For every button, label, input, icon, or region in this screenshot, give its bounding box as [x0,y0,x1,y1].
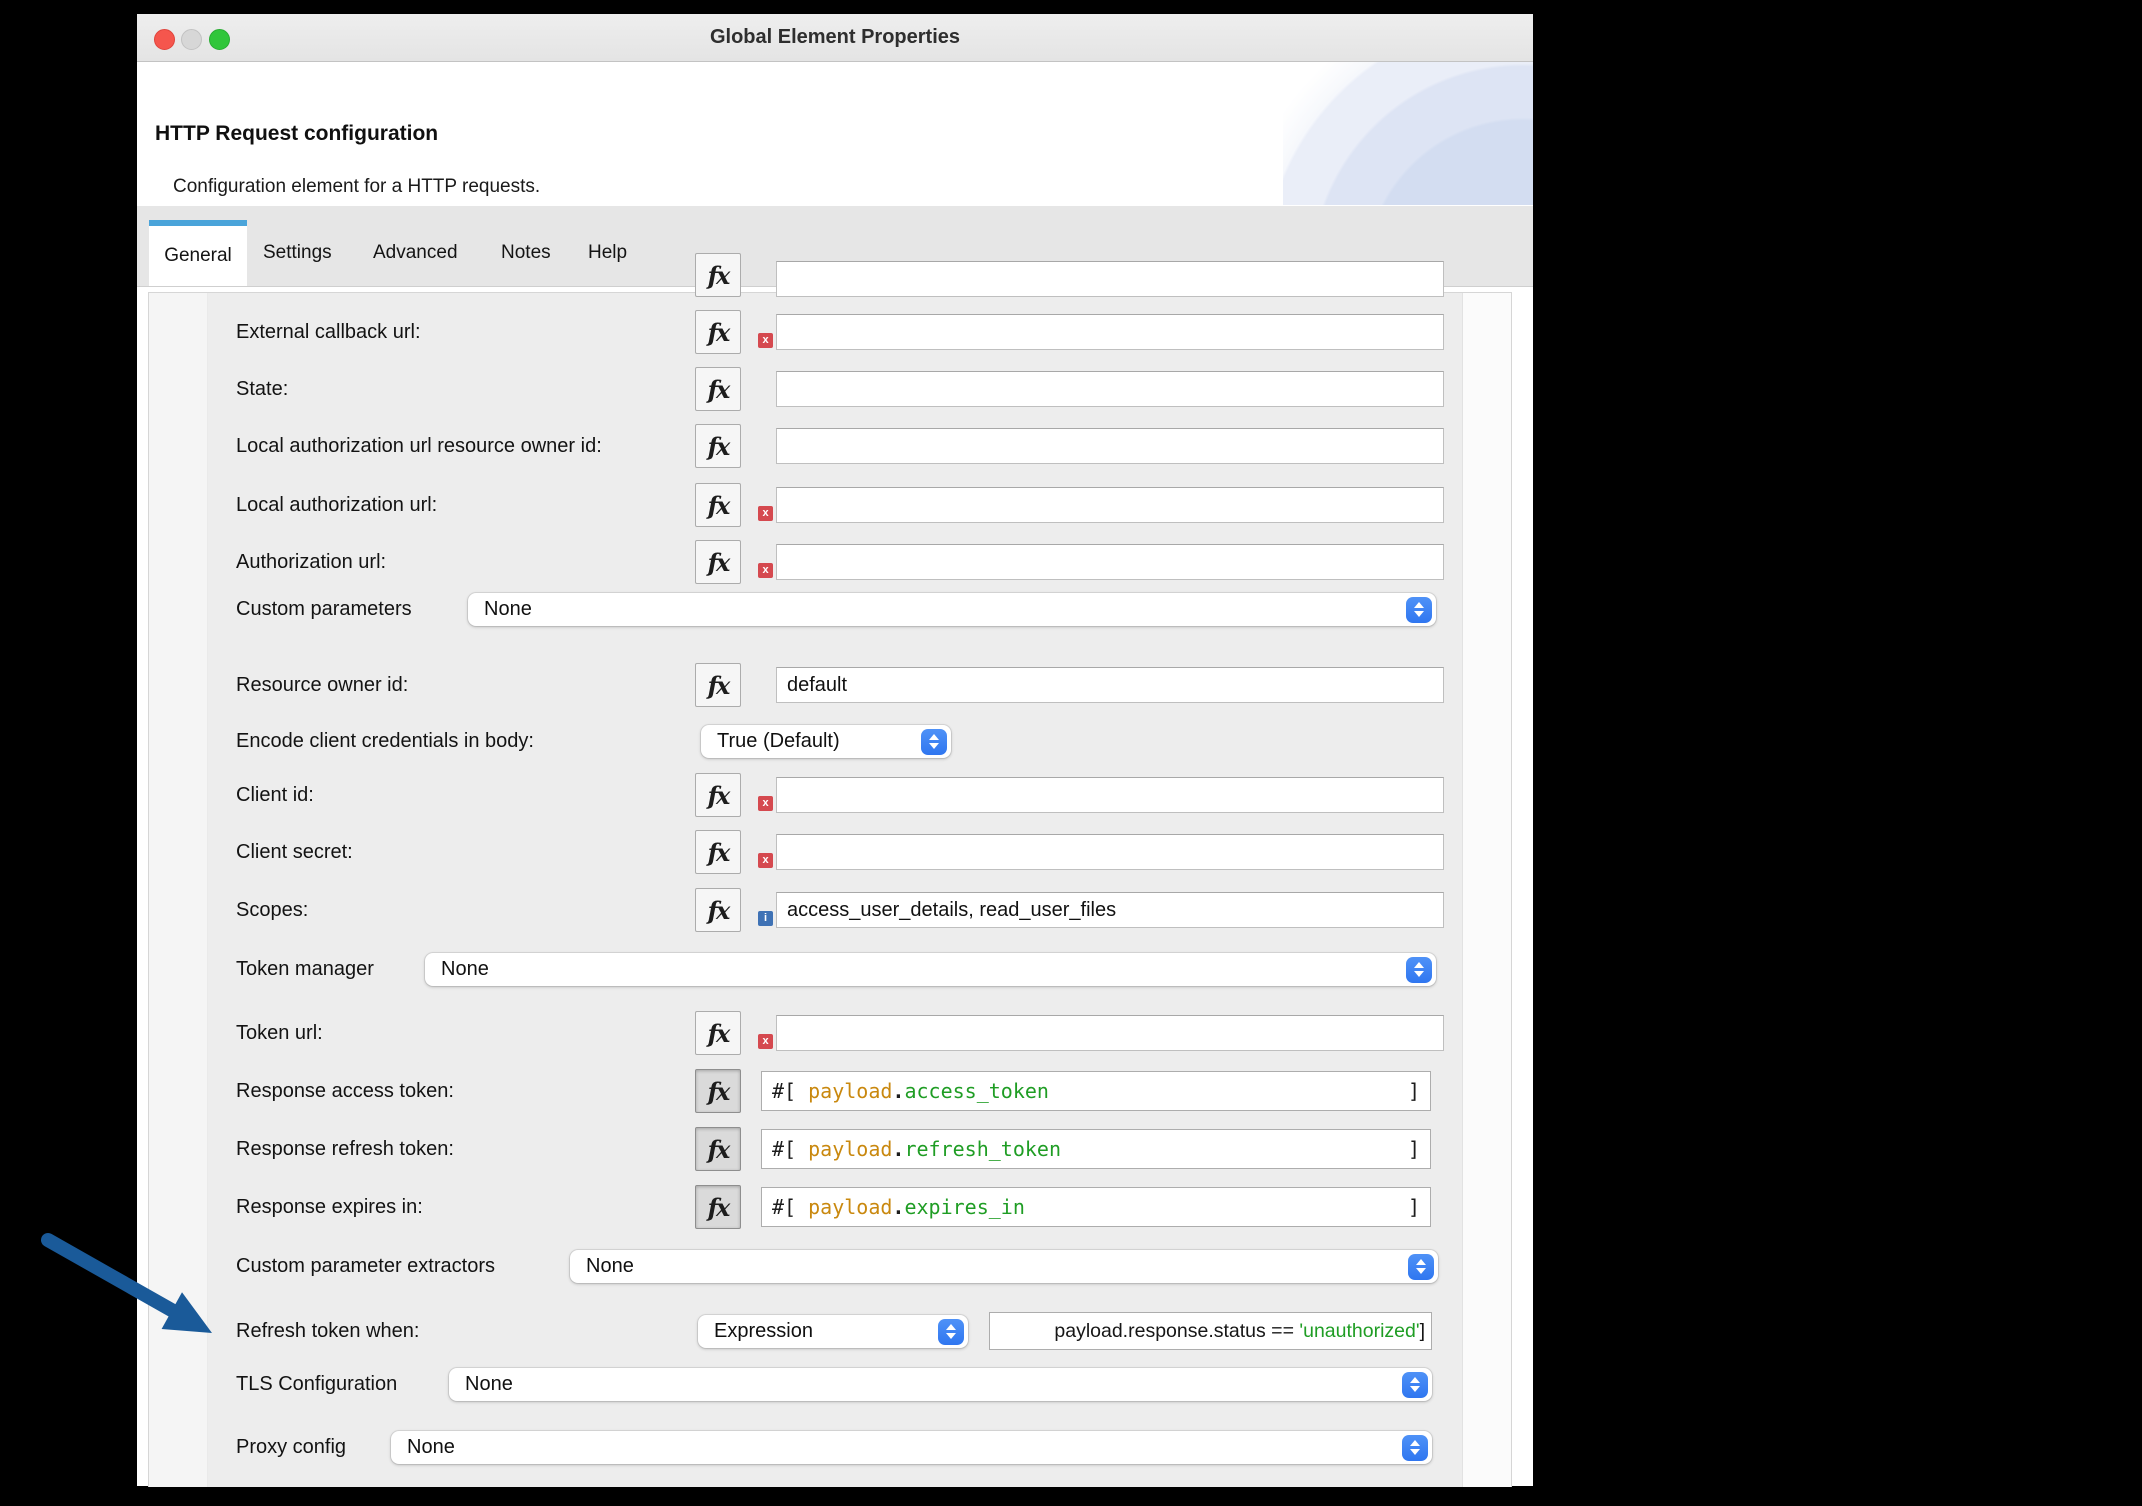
local-auth-url-resource-owner-id-input[interactable] [776,428,1444,464]
authorization-url-input[interactable] [776,544,1444,580]
field-label: Response access token: [236,1080,454,1102]
tab-notes[interactable]: Notes [501,242,551,263]
field-label: Refresh token when: [236,1320,420,1342]
tab-advanced[interactable]: Advanced [373,242,458,263]
custom-parameter-extractors-select[interactable]: None [570,1250,1438,1283]
tls-configuration-select[interactable]: None [449,1368,1432,1401]
dialog-header [137,62,1533,207]
state-input[interactable] [776,371,1444,407]
select-chevrons-icon [938,1319,964,1345]
proxy-config-select[interactable]: None [391,1431,1432,1464]
resource-owner-id-input[interactable]: default [776,667,1444,703]
fx-expression-button[interactable]: fx [695,424,741,468]
custom-parameters-select[interactable]: None [468,593,1436,626]
field-label: Custom parameter extractors [236,1255,495,1277]
fx-expression-button[interactable]: fx [695,830,741,874]
field-label: Encode client credentials in body: [236,730,534,752]
field-label: Resource owner id: [236,674,409,696]
field-label: External callback url: [236,321,421,343]
select-chevrons-icon [1402,1435,1428,1461]
decorative-corner-graphic [1283,62,1533,205]
fx-expression-button[interactable]: fx [695,1127,741,1171]
fx-expression-button[interactable]: fx [695,773,741,817]
tab-general[interactable]: General [149,220,247,286]
token-manager-select[interactable]: None [425,953,1436,986]
scopes-input[interactable]: access_user_details, read_user_files [776,892,1444,928]
select-chevrons-icon [1402,1372,1428,1398]
error-badge-icon: x [758,1034,773,1049]
field-label: Proxy config [236,1436,347,1458]
fx-expression-button[interactable]: fx [695,540,741,584]
field-label: Authorization url: [236,551,387,573]
fx-expression-button[interactable]: fx [695,253,741,297]
field-label: TLS Configuration [236,1373,398,1395]
field-label: Token url: [236,1022,323,1044]
field-label: State: [236,378,289,400]
page-title: HTTP Request configuration [155,122,439,145]
clipped-text-input[interactable] [776,261,1444,297]
refresh-token-when-select[interactable]: Expression [698,1315,968,1348]
field-label: Response refresh token: [236,1138,454,1160]
fx-expression-button[interactable]: fx [695,663,741,707]
vertical-scrollbar[interactable] [1462,293,1511,1487]
page-subtitle: Configuration element for a HTTP requests. [173,176,541,197]
field-label: Local authorization url resource owner id: [236,435,602,457]
error-badge-icon: x [758,796,773,811]
global-element-properties-dialog [137,14,1533,1486]
select-chevrons-icon [1406,597,1432,623]
select-chevrons-icon [1406,957,1432,983]
response-access-token-input[interactable]: #[ payload . access_token ] [761,1071,1431,1111]
error-badge-icon: x [758,333,773,348]
token-url-input[interactable] [776,1015,1444,1051]
fx-expression-button[interactable]: fx [695,1185,741,1229]
fx-expression-button[interactable]: fx [695,310,741,354]
field-label: Scopes: [236,899,309,921]
client-id-input[interactable] [776,777,1444,813]
fx-expression-button[interactable]: fx [695,1069,741,1113]
error-badge-icon: x [758,563,773,578]
info-badge-icon: i [758,911,773,926]
tab-settings[interactable]: Settings [263,242,332,263]
refresh-token-when-expression-input[interactable]: payload.response.status == 'unauthorized' ] [989,1312,1432,1350]
error-badge-icon: x [758,506,773,521]
titlebar[interactable] [137,14,1533,62]
error-badge-icon: x [758,853,773,868]
tab-help[interactable]: Help [588,242,628,263]
form-panel [148,260,1512,1487]
fx-expression-button[interactable]: fx [695,888,741,932]
response-refresh-token-input[interactable]: #[ payload . refresh_token ] [761,1129,1431,1169]
fx-expression-button[interactable]: fx [695,1011,741,1055]
panel-left-gutter [149,293,208,1487]
fx-expression-button[interactable]: fx [695,483,741,527]
fx-expression-button[interactable]: fx [695,367,741,411]
external-callback-url-input[interactable] [776,314,1444,350]
window-title: Global Element Properties [709,26,961,48]
client-secret-input[interactable] [776,834,1444,870]
field-label: Client id: [236,784,314,806]
local-authorization-url-input[interactable] [776,487,1444,523]
field-label: Local authorization url: [236,494,438,516]
field-label: Response expires in: [236,1196,423,1218]
encode-client-credentials-select[interactable]: True (Default) [701,725,951,758]
select-chevrons-icon [921,729,947,755]
field-label: Custom parameters [236,598,412,620]
field-label: Token manager [236,958,374,980]
response-expires-in-input[interactable]: #[ payload . expires_in ] [761,1187,1431,1227]
select-chevrons-icon [1408,1254,1434,1280]
field-label: Client secret: [236,841,353,863]
